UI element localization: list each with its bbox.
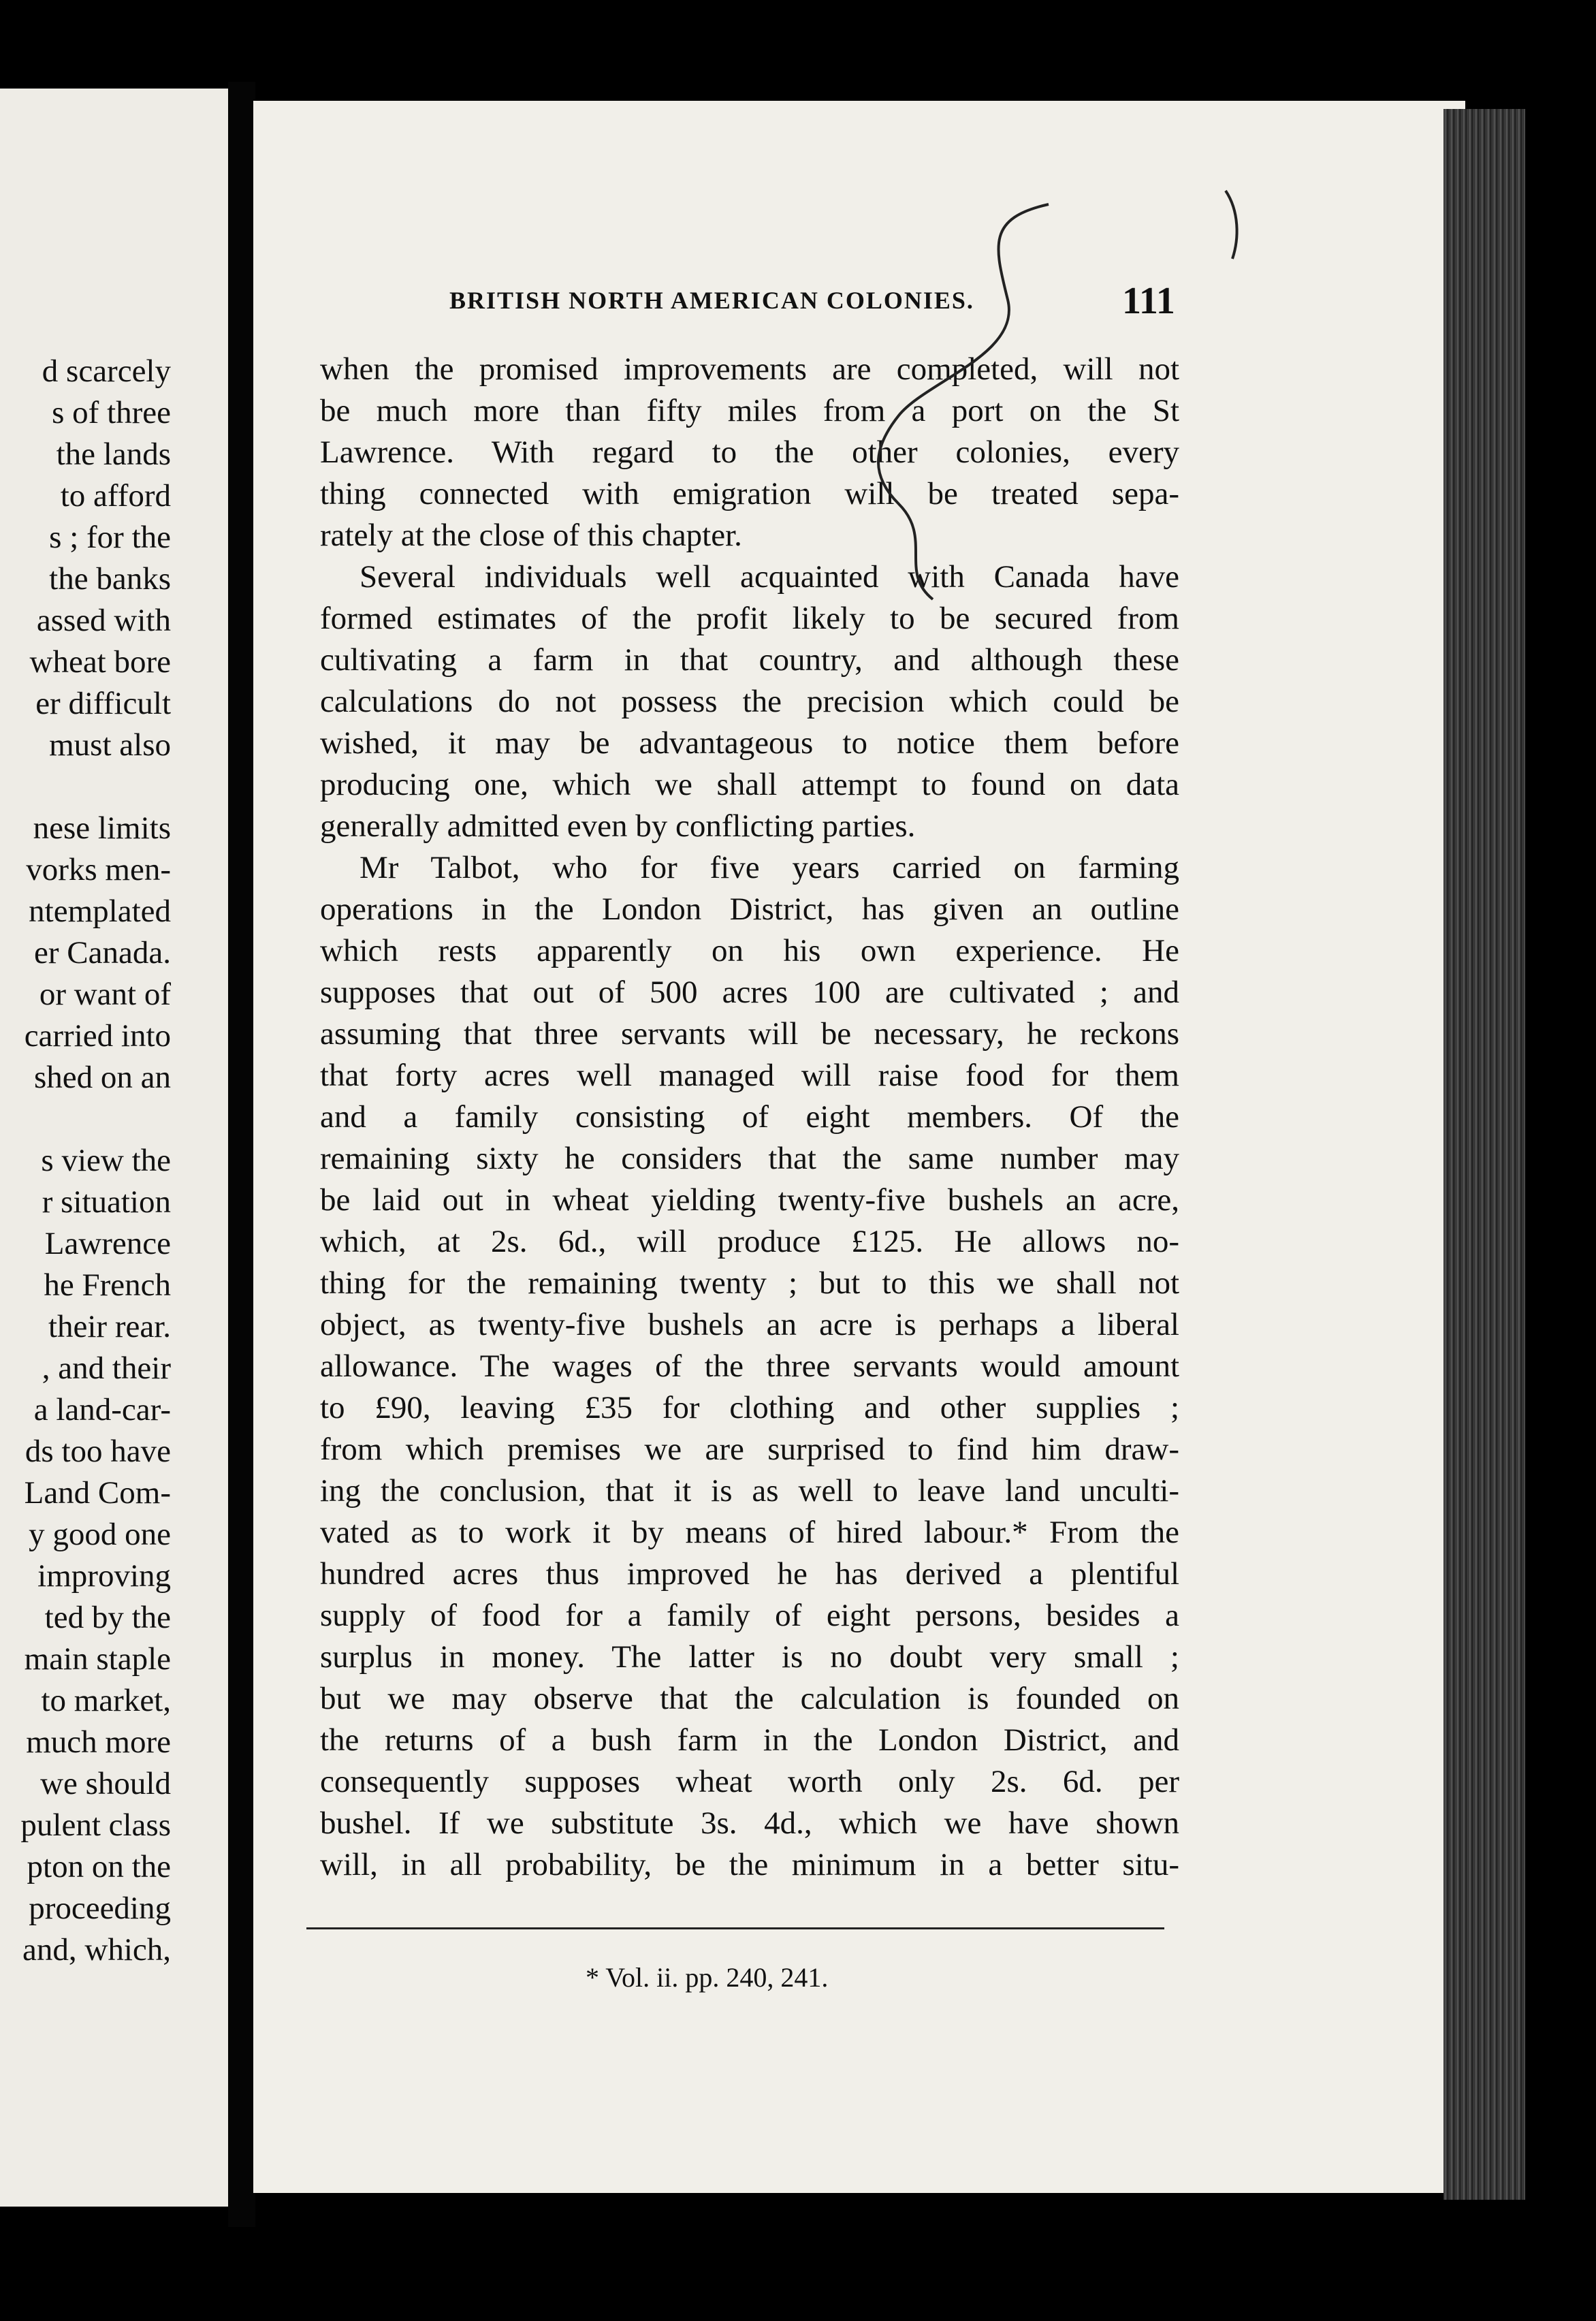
left-page-line: s ; for the <box>49 520 171 555</box>
left-page-line: carried into <box>24 1018 171 1054</box>
text-line: will, in all probability, be the minimum in a better situ- <box>320 1847 1179 1882</box>
page-number: 111 <box>1122 280 1175 322</box>
text-line: which, at 2s. 6d., will produce £125. He allows no- <box>320 1224 1179 1259</box>
text-line: Several individuals well acquainted with Canada have <box>360 559 1179 595</box>
left-page-line: improving <box>37 1558 171 1594</box>
text-line: surplus in money. The latter is no doubt very small ; <box>320 1639 1179 1675</box>
text-line: which rests apparently on his own experience. He <box>320 933 1179 968</box>
left-page-line: or want of <box>39 977 171 1012</box>
text-line: wished, it may be advantageous to notice them before <box>320 725 1179 761</box>
left-page-line: Lawrence <box>44 1226 171 1261</box>
text-line: calculations do not possess the precision which could be <box>320 684 1179 719</box>
running-head: BRITISH NORTH AMERICAN COLONIES. <box>449 287 974 314</box>
text-line: supply of food for a family of eight persons, besides a <box>320 1598 1179 1633</box>
left-page-line: we should <box>40 1766 171 1801</box>
text-line: operations in the London District, has given an outline <box>320 891 1179 927</box>
text-line: hundred acres thus improved he has derived a plentiful <box>320 1556 1179 1592</box>
left-page-line: the lands <box>56 437 171 472</box>
left-page-line: must also <box>49 727 171 763</box>
text-line: assuming that three servants will be necessary, he reckons <box>320 1016 1179 1052</box>
text-line: rately at the close of this chapter. <box>320 518 742 553</box>
left-page-line: vorks men- <box>26 852 171 887</box>
left-page-line: much more <box>26 1724 171 1760</box>
text-line: object, as twenty-five bushels an acre is perhaps a liberal <box>320 1307 1179 1342</box>
text-line: thing for the remaining twenty ; but to this we shall not <box>320 1265 1179 1301</box>
text-line: formed estimates of the profit likely to be secured from <box>320 601 1179 636</box>
left-page-line: to market, <box>41 1683 171 1718</box>
left-page-line: er Canada. <box>34 935 171 970</box>
footnote: * Vol. ii. pp. 240, 241. <box>586 1962 829 1993</box>
left-page-line: s of three <box>52 395 171 430</box>
left-page-line: Land Com- <box>24 1475 171 1511</box>
left-page-line: s view the <box>41 1143 171 1178</box>
text-line: supposes that out of 500 acres 100 are cultivated ; and <box>320 975 1179 1010</box>
left-page-line: ted by the <box>44 1600 171 1635</box>
left-page-line: shed on an <box>33 1060 171 1095</box>
left-page-line: and, which, <box>22 1932 171 1968</box>
text-line: allowance. The wages of the three servants would amount <box>320 1348 1179 1384</box>
left-page-line: their rear. <box>48 1309 171 1344</box>
text-line: Lawrence. With regard to the other colonies, every <box>320 435 1179 470</box>
text-line: and a family consisting of eight members. Of the <box>320 1099 1179 1135</box>
text-line: vated as to work it by means of hired labour.* From the <box>320 1515 1179 1550</box>
left-page-line: assed with <box>36 603 171 638</box>
text-line: consequently supposes wheat worth only 2s. 6d. per <box>320 1764 1179 1799</box>
left-page-line: wheat bore <box>29 644 171 680</box>
left-page-line: d scarcely <box>42 353 171 389</box>
text-line: bushel. If we substitute 3s. 4d., which we have shown <box>320 1805 1179 1841</box>
text-line: but we may observe that the calculation is founded on <box>320 1681 1179 1716</box>
left-facing-page <box>0 89 228 2207</box>
left-page-line: ds too have <box>25 1434 171 1469</box>
text-line: to £90, leaving £35 for clothing and other supplies ; <box>320 1390 1179 1425</box>
footnote-rule <box>306 1927 1164 1929</box>
left-page-line: ntemplated <box>29 894 171 929</box>
page-edges <box>1443 109 1525 2200</box>
text-line: remaining sixty he considers that the same number may <box>320 1141 1179 1176</box>
text-line: producing one, which we shall attempt to found on data <box>320 767 1179 802</box>
text-line: ing the conclusion, that it is as well to leave land unculti- <box>320 1473 1179 1509</box>
book-gutter <box>228 82 255 2227</box>
left-page-line: y good one <box>29 1517 171 1552</box>
left-page-line: the banks <box>49 561 171 597</box>
pencil-bracket-mark <box>1219 184 1260 266</box>
left-page-line: pulent class <box>20 1807 171 1843</box>
left-page-line: er difficult <box>35 686 171 721</box>
text-line: be much more than fifty miles from a port on the St <box>320 393 1179 428</box>
left-page-line: a land-car- <box>33 1392 171 1427</box>
left-page-line: he French <box>44 1267 171 1303</box>
pencil-annotation-mark <box>817 191 1144 613</box>
text-line: be laid out in wheat yielding twenty-five bushels an acre, <box>320 1182 1179 1218</box>
left-page-line: proceeding <box>29 1891 171 1926</box>
text-line: generally admitted even by conflicting parties. <box>320 808 916 844</box>
text-line: from which premises we are surprised to find him draw- <box>320 1432 1179 1467</box>
left-page-line: pton on the <box>27 1849 171 1884</box>
left-page-line: , and their <box>42 1351 171 1386</box>
text-line: when the promised improvements are completed, will not <box>320 351 1179 387</box>
left-page-line: to afford <box>60 478 171 514</box>
text-line: Mr Talbot, who for five years carried on farming <box>360 850 1179 885</box>
left-page-line: r situation <box>42 1184 171 1220</box>
left-page-line: nese limits <box>33 810 171 846</box>
left-page-line: main staple <box>24 1641 171 1677</box>
text-line: the returns of a bush farm in the London District, and <box>320 1722 1179 1758</box>
text-line: cultivating a farm in that country, and although these <box>320 642 1179 678</box>
text-line: thing connected with emigration will be treated sepa- <box>320 476 1179 511</box>
text-line: that forty acres well managed will raise food for them <box>320 1058 1179 1093</box>
